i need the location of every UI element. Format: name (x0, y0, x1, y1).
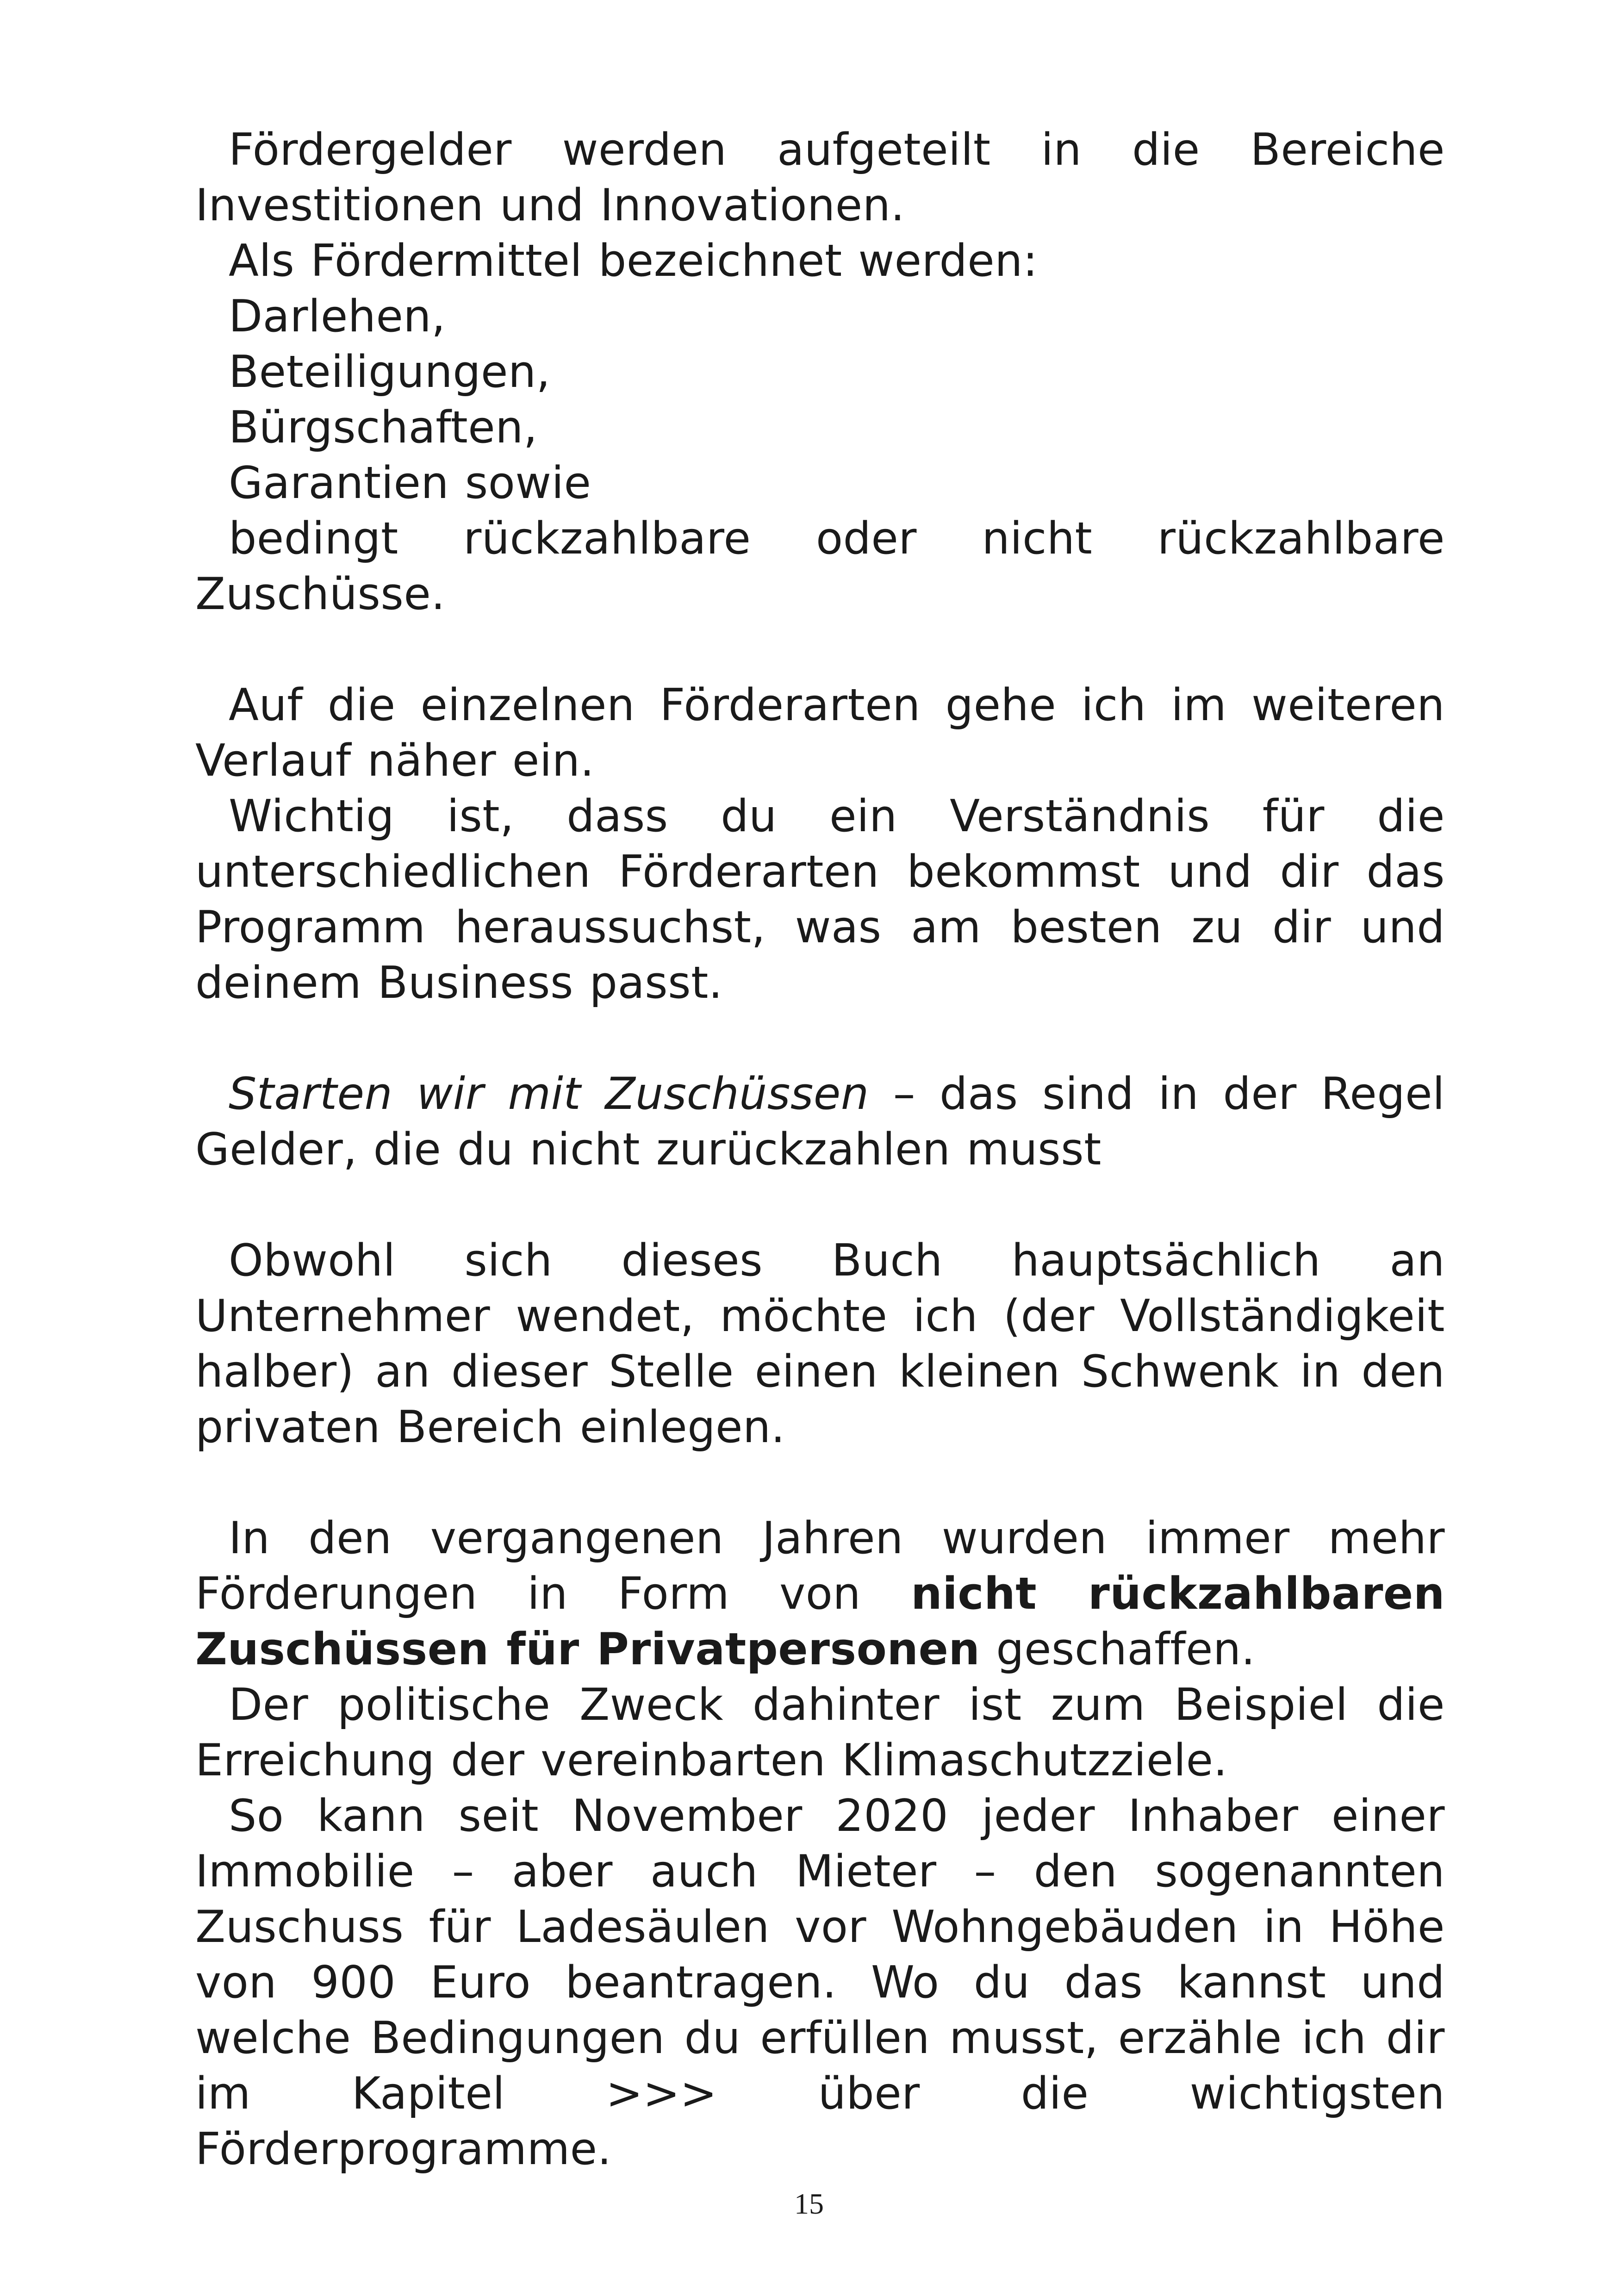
paragraph-obwohl: Obwohl sich dieses Buch hauptsächlich an Unternehmer wendet, möchte ich (der Vollständigkeit halber) an dieser Stelle einen kleinen Schwenk in den privaten Bereich einlegen. (195, 1235, 1445, 1453)
italic-phrase: Starten wir mit Zuschüssen (229, 1069, 869, 1120)
paragraph-zweck: Der politische Zweck dahinter ist zum Beispiel die Erreichung der vereinbarten Klimaschutzziele. (195, 1680, 1445, 1786)
list-item-garantien: Garantien sowie (229, 458, 591, 509)
page-number: 15 (794, 2187, 824, 2220)
bold-phrase: nicht rückzahlbaren Zuschüssen für Privatpersonen (195, 1568, 1445, 1675)
paragraph-spacer (195, 1455, 1445, 1511)
paragraph-spacer (195, 622, 1445, 678)
list-item-beteiligungen: Beteiligungen, (229, 347, 551, 398)
paragraph-foerderungen-start: In den vergangenen Jahren wurden immer mehr Förderungen in Form von (195, 1513, 1445, 1619)
paragraph-foerdergelder: Fördergelder werden aufgeteilt in die Bereiche Investitionen und Innovationen. (195, 124, 1445, 231)
paragraph-foerderarten: Auf die einzelnen Förderarten gehe ich im weiteren Verlauf näher ein. (195, 680, 1445, 786)
paragraph-foerderungen-end: geschaffen. (980, 1624, 1256, 1675)
paragraph-starten (195, 1066, 1445, 1177)
paragraph-foerderungen (195, 1511, 1445, 1677)
list-item-darlehen: Darlehen, (229, 291, 446, 342)
paragraph-starten-rest: – das sind in der Regel Gelder, die du nicht zurückzahlen musst (195, 1069, 1445, 1175)
paragraph-verstaendnis: Wichtig ist, dass du ein Verständnis für die unterschiedlichen Förderarten bekommst und dir das Programm heraussuchst, was am besten zu dir und deinem Business passt. (195, 791, 1445, 1008)
paragraph-ladesaeulen: So kann seit November 2020 jeder Inhaber einer Immobilie – aber auch Mieter – den sogenannten Zuschuss für Ladesäulen vor Wohngebäuden in Höhe von 900 Euro beantragen. Wo du das kannst und welche Bedingungen du erfüllen musst, erzähle ich dir im Kapitel >>> über die wichtigsten Förderprogramme. (195, 1791, 1445, 2175)
paragraph-foerdermittel-intro: Als Fördermittel bezeichnet werden: (229, 236, 1038, 286)
paragraph-spacer (195, 1011, 1445, 1066)
list-item-buergschaften: Bürgschaften, (229, 402, 538, 453)
paragraph-spacer (195, 1177, 1445, 1233)
page-body (195, 122, 1445, 2177)
paragraph-zuschuesse: bedingt rückzahlbare oder nicht rückzahlbare Zuschüsse. (195, 513, 1445, 620)
